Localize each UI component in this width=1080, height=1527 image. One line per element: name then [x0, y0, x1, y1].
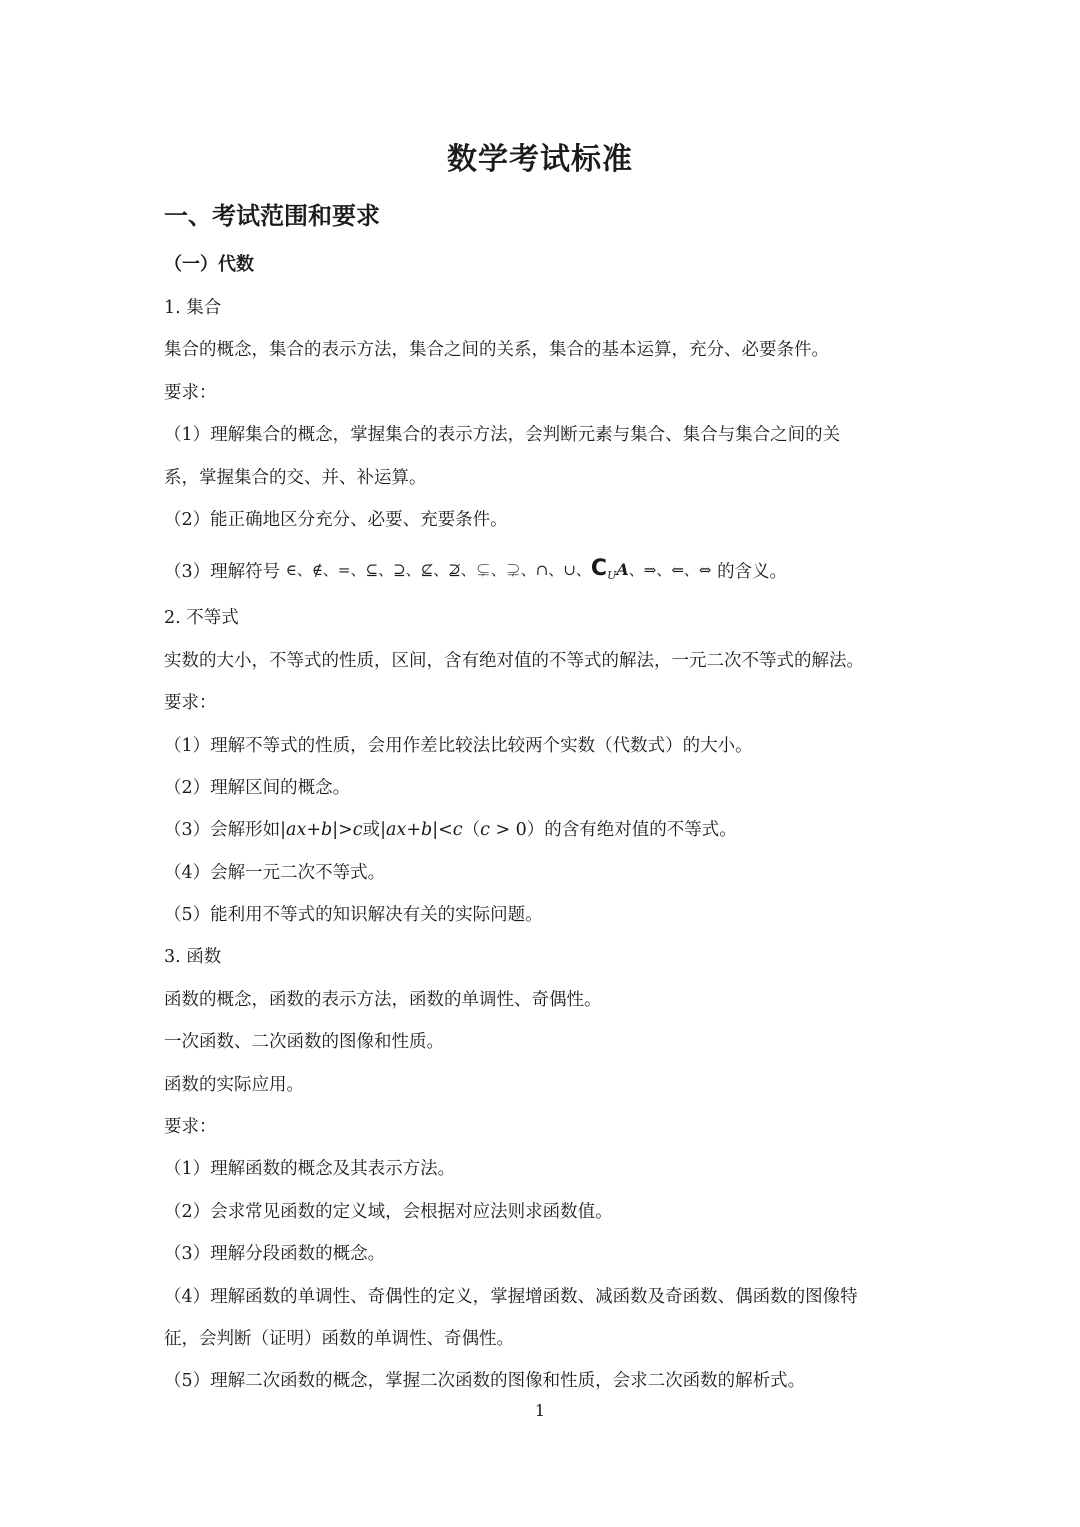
complement-c: C: [590, 556, 608, 582]
paragraph-line: （5）能利用不等式的知识解决有关的实际问题。: [164, 905, 543, 926]
requirements-label: 要求：: [164, 1117, 217, 1138]
paragraph-line: 一次函数、二次函数的图像和性质。: [164, 1032, 444, 1053]
topic-heading-inequalities: 2. 不等式: [164, 608, 239, 629]
text-run: |<: [432, 820, 453, 841]
text-run: |>: [332, 820, 353, 841]
text-run: > 0）的含有绝对值的不等式。: [489, 820, 737, 841]
set-symbols: [286, 544, 712, 601]
body-text: [164, 290, 924, 1406]
set-symbol-list: ∈、∉、=、⊆、⊇、⊈、⊉、⊊、⊋、∩、∪、: [285, 561, 591, 580]
complement-subscript-u: U: [607, 569, 617, 583]
paragraph-line: （1）理解不等式的性质，会用作差比较法比较两个实数（代数式）的大小。: [164, 735, 753, 756]
text-run: 或|: [362, 820, 386, 841]
paragraph-line: （2）理解区间的概念。: [164, 777, 351, 798]
paragraph-line: 函数的实际应用。: [164, 1074, 304, 1095]
math-var: b: [321, 820, 333, 841]
requirements-label: 要求：: [164, 693, 217, 714]
paragraph-line: 实数的大小，不等式的性质，区间，含有绝对值的不等式的解法，一元二次不等式的解法。: [164, 650, 864, 671]
page-number: 1: [534, 1401, 546, 1420]
paragraph-line: （1）理解集合的概念，掌握集合的表示方法，会判断元素与集合、集合与集合之间的关: [164, 425, 841, 446]
math-var: c: [480, 820, 490, 841]
paragraph-line: 系，掌握集合的交、并、补运算。: [164, 467, 427, 488]
requirements-label: 要求：: [164, 382, 217, 403]
text-run: +: [406, 820, 421, 841]
topic-heading-functions: 3. 函数: [164, 947, 222, 968]
paragraph-line: （1）理解函数的概念及其表示方法。: [164, 1159, 456, 1180]
text-run: +: [306, 820, 322, 841]
paragraph-line: 集合的概念，集合的表示方法，集合之间的关系，集合的基本运算，充分、必要条件。: [164, 340, 829, 361]
paragraph-line: 征，会判断（证明）函数的单调性、奇偶性。: [164, 1328, 514, 1349]
text-run: （: [462, 820, 481, 841]
paragraph-line: （5）理解二次函数的概念，掌握二次函数的图像和性质，会求二次函数的解析式。: [164, 1371, 806, 1392]
complement-variable-a: A: [616, 560, 629, 580]
paragraph-line: （2）能正确地区分充分、必要、充要条件。: [164, 509, 508, 530]
paragraph-line: （3）理解分段函数的概念。: [164, 1244, 386, 1265]
symbol-line-suffix: 的含义。: [717, 562, 788, 583]
math-var: c: [452, 820, 463, 841]
math-var: ax: [286, 820, 307, 841]
document-title: 数学考试标准: [447, 142, 633, 177]
section-heading: 一、考试范围和要求: [164, 202, 380, 230]
math-var: c: [352, 820, 363, 841]
symbol-line: [164, 544, 924, 600]
math-var: b: [420, 820, 433, 841]
subsection-heading: （一）代数: [164, 254, 254, 275]
topic-heading-sets: 1. 集合: [164, 298, 222, 318]
arrow-symbols: 、⇒、⇐、⇔: [628, 561, 712, 580]
paragraph-line: （2）会求常见函数的定义域，会根据对应法则求函数值。: [164, 1201, 613, 1222]
paragraph-line: （4）理解函数的单调性、奇偶性的定义，掌握增函数、减函数及奇函数、偶函数的图像特: [164, 1286, 858, 1307]
symbol-line-prefix: （3）理解符号: [164, 562, 281, 583]
paragraph-line: （4）会解一元二次不等式。: [164, 862, 386, 883]
math-var: ax: [386, 820, 407, 841]
paragraph-line: 函数的概念，函数的表示方法，函数的单调性、奇偶性。: [164, 989, 602, 1010]
text-run: （3）会解形如|: [164, 820, 287, 841]
absolute-value-line: [164, 812, 924, 854]
